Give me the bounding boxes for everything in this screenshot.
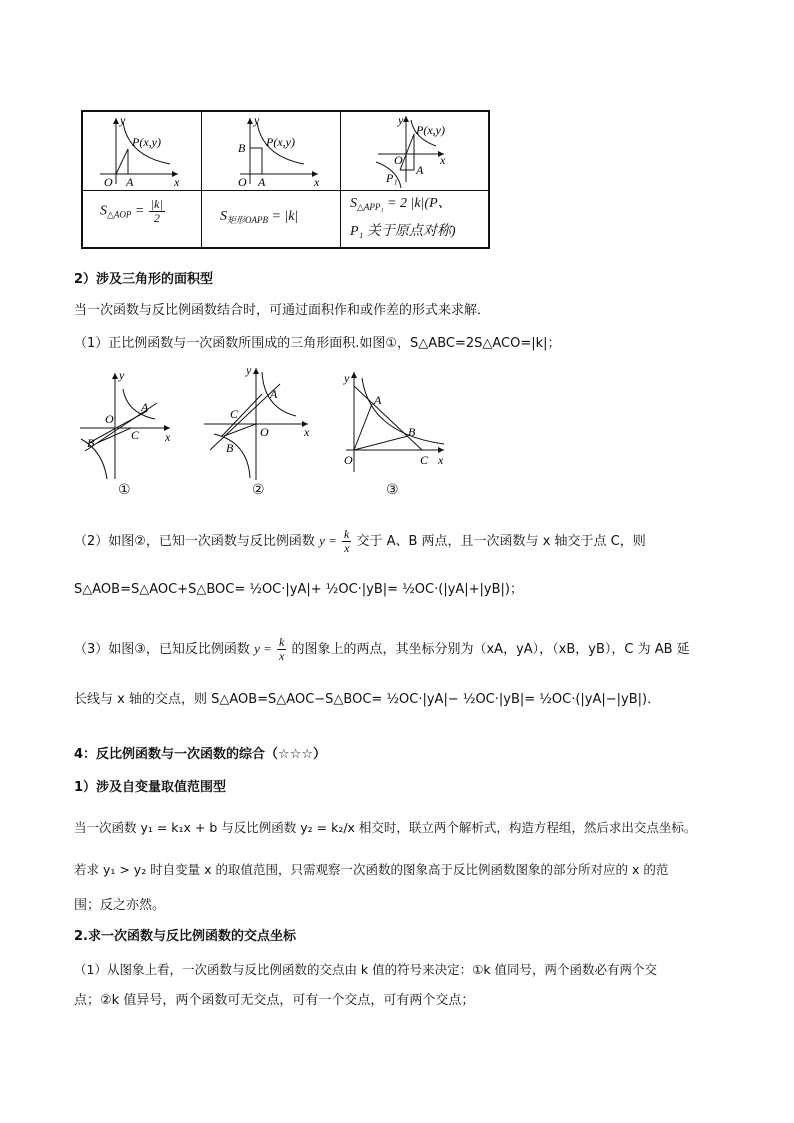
axis-x-label: x [314, 175, 320, 188]
axis-y-label: y [246, 364, 252, 377]
section4-p1: 当一次函数 y₁ = k₁x + b 与反比例函数 y₂ = k₂/x 相交时，联立两个解析式，构造方程组，然后求出交点坐标。 [74, 820, 697, 835]
point-p-label: P(x,y) [132, 135, 161, 149]
axis-x-label: x [174, 175, 180, 188]
table-figure-1 [90, 112, 190, 188]
section2-item3-line1: （3）如图③，已知反比例函数 y = $\frac{k}{x}$ 的图象上的两点，其坐标分别为（xA，yA），（xB，yB），C 为 AB 延 [74, 635, 690, 663]
figure-2-caption: ② [252, 482, 265, 498]
section4-heading: 4：反比例函数与一次函数的综合（☆☆☆） [74, 747, 327, 762]
figure-2 [200, 364, 315, 482]
formula-s-aop: $S_{\triangle AOP}$ = $\frac{|k|}{2}$ [100, 197, 163, 225]
axis-x-label: x [440, 153, 446, 167]
section2-item3-line2: 长线与 x 轴的交点，则 S△AOB=S△AOC−S△BOC= ½OC·|yA|− ½OC·|yB|= ½OC·(|yA|−|yB|)． [74, 692, 661, 707]
figure-3 [340, 368, 450, 480]
origin-label: O [105, 412, 114, 426]
axis-y-label: y [344, 371, 350, 385]
axis-y-label: y [398, 113, 404, 127]
section4-p5: 点；②k 值异号，两个函数可无交点，可有一个交点，可有两个交点； [74, 993, 475, 1008]
point-a-label: A [270, 387, 278, 401]
table-figure-2 [230, 112, 330, 188]
section2-intro: 当一次函数与反比例函数结合时，可通过面积作和或作差的形式来求解． [74, 303, 491, 318]
origin-label: O [394, 153, 403, 167]
figure-1-caption: ① [118, 482, 131, 498]
section4-sub2: 2.求一次函数与反比例函数的交点坐标 [74, 929, 296, 944]
point-p-label: P(x,y) [416, 123, 445, 137]
figure-3-caption: ③ [386, 482, 399, 498]
point-a-label: A [416, 163, 424, 177]
point-a-label: A [126, 175, 134, 188]
axis-y-label: y [254, 113, 260, 127]
section4-sub1: 1）涉及自变量取值范围型 [74, 780, 227, 795]
axis-y-label: y [119, 368, 125, 382]
axis-y-label: y [120, 113, 126, 127]
svg-text:C: C [420, 453, 429, 467]
origin-label: O [238, 175, 247, 188]
point-b-label: B [238, 141, 246, 155]
formula-s-app1-line2: P₁ 关于原点对称) [350, 224, 456, 239]
section2-item1: （1）正比例函数与一次函数所围成的三角形面积.如图①，S△ABC=2S△ACO=|k|； [74, 336, 561, 351]
origin-label: O [344, 453, 353, 467]
section4-p4: （1）从图象上看，一次函数与反比例函数的交点由 k 值的符号来决定：①k 值同号，两个函数必有两个交 [74, 962, 658, 977]
figure-1 [75, 367, 185, 482]
point-a-label: A [374, 393, 382, 407]
section2-item2-line1: （2）如图②，已知一次函数与反比例函数 y = $\frac{k}{x}$ 交于 A、B 两点，且一次函数与 x 轴交于点 C，则 [74, 527, 646, 555]
formula-s-oapb: $S_{矩形OAPB} = |k|$ [220, 209, 299, 225]
axis-x-label: x [165, 430, 171, 444]
table-figure-3 [370, 112, 470, 188]
origin-label: O [104, 175, 113, 188]
svg-text:C: C [131, 428, 140, 442]
origin-label: O [260, 425, 269, 439]
section2-heading: 2）涉及三角形的面积型 [74, 272, 214, 287]
section4-p2: 若求 y₁ > y₂ 时自变量 x 的取值范围，只需观察一次函数的图象高于反比例函数图象的部分所对应的 x 的范 [74, 862, 669, 877]
point-p-label: P(x,y) [266, 135, 295, 149]
axis-x-label: x [438, 453, 444, 467]
section4-p3: 围；反之亦然。 [74, 898, 166, 913]
point-b-label: B [408, 425, 416, 439]
point-a-label: A [141, 400, 149, 414]
point-b-label: B [226, 441, 234, 455]
axis-x-label: x [304, 425, 310, 439]
table-divider-h [81, 190, 490, 191]
point-b-label: B [87, 436, 95, 450]
table-divider-v1 [201, 110, 202, 249]
formula-s-app1-line1: $S_{\triangle APP_1} = 2$ |k|(P、 [350, 196, 452, 212]
point-p1-label: P₁ [386, 171, 398, 185]
svg-text:C: C [230, 407, 239, 421]
table-divider-v2 [340, 110, 341, 249]
point-a-label: A [258, 175, 266, 188]
section2-item2-formula: S△AOB=S△AOC+S△BOC= ½OC·|yA|+ ½OC·|yB|= ½OC·(|yA|+|yB|)； [74, 582, 523, 597]
